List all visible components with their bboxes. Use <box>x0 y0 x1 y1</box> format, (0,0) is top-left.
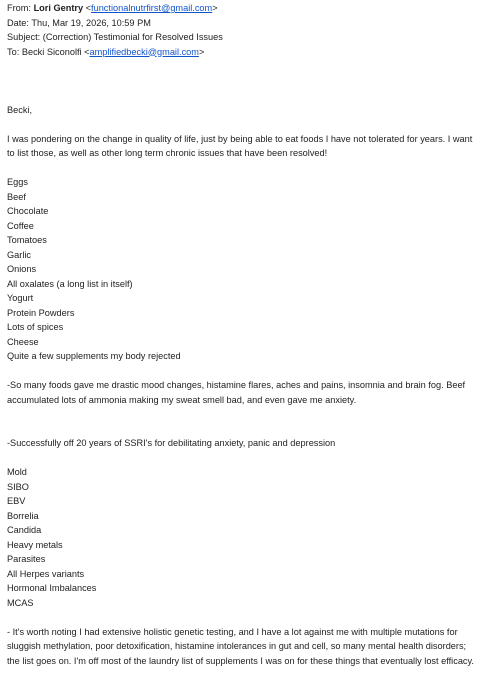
foods-effect-paragraph: -So many foods gave me drastic mood changes, histamine flares, aches and pains, insomnia and brain fog. Beef accumulated lots of ammonia making my sweat smell bad, and even gave me anxiety. <box>7 380 466 405</box>
list-item: Parasites <box>7 554 46 564</box>
date-value: Thu, Mar 19, 2026, 10:59 PM <box>31 17 151 28</box>
list-item: Garlic <box>7 249 31 260</box>
email-body <box>7 88 474 668</box>
list-item: Heavy metals <box>7 539 63 550</box>
date-label: Date: <box>7 17 29 28</box>
subject-value: (Correction) Testimonial for Resolved Issues <box>42 32 223 42</box>
genetics-paragraph: - It's worth noting I had extensive holistic genetic testing, and I have a lot against me with multiple mutations for sluggish methylation, poor detoxification, histamine intolerances in gut and cell, so many mental health disorders; the list goes on. I'm off most of the laundry list of supplements I was on for these things that eventually lost efficacy. <box>7 626 474 666</box>
list-item: SIBO <box>7 481 29 492</box>
list-item: Coffee <box>7 220 34 231</box>
list-item: Quite a few supplements my body rejected <box>7 351 181 361</box>
list-item: All oxalates (a long list in itself) <box>7 278 133 289</box>
date-line <box>7 16 474 31</box>
sender-name: Lori Gentry <box>33 3 84 13</box>
list-item: MCAS <box>7 597 34 608</box>
list-item: Mold <box>7 467 27 477</box>
list-item: Beef <box>7 191 26 202</box>
list-item: Onions <box>7 264 37 274</box>
from-line: From: Lori Gentry <functionalnutrfirst@gmail.com> <box>7 3 218 13</box>
greeting: Becki, <box>7 104 33 115</box>
list-item: Borrelia <box>7 510 39 521</box>
list-item: Lots of spices <box>7 322 64 332</box>
list-item: Candida <box>7 525 42 535</box>
recipient-name: Becki Siconolfi <box>21 46 82 57</box>
list-item: Chocolate <box>7 206 49 216</box>
list-item: All Herpes variants <box>7 568 85 579</box>
to-line: To: Becki Siconolfi <amplifiedbecki@gmail.com> <box>7 46 205 57</box>
list-item: Yogurt <box>7 293 34 303</box>
intro-paragraph: I was pondering on the change in quality of life, just by being able to eat foods I have not tolerated for years. I want to list those, as well as other long term chronic issues that have been resolved! <box>7 133 473 158</box>
list-item: Hormonal Imbalances <box>7 583 97 593</box>
list-item: Tomatoes <box>7 235 47 245</box>
foods-list <box>7 175 474 364</box>
conditions-list <box>7 465 474 610</box>
list-item: Protein Powders <box>7 307 75 318</box>
subject-line <box>7 30 474 45</box>
list-item: Eggs <box>7 177 28 187</box>
list-item: Cheese <box>7 336 39 347</box>
to-label: To: <box>7 46 20 57</box>
subject-label: Subject: <box>7 32 41 42</box>
sender-email-link[interactable]: functionalnutrfirst@gmail.com <box>91 3 213 13</box>
recipient-email-link[interactable]: amplifiedbecki@gmail.com <box>89 46 199 57</box>
from-label: From: <box>7 3 31 13</box>
ssri-paragraph: -Successfully off 20 years of SSRI's for debilitating anxiety, panic and depression <box>7 438 336 448</box>
list-item: EBV <box>7 496 26 506</box>
